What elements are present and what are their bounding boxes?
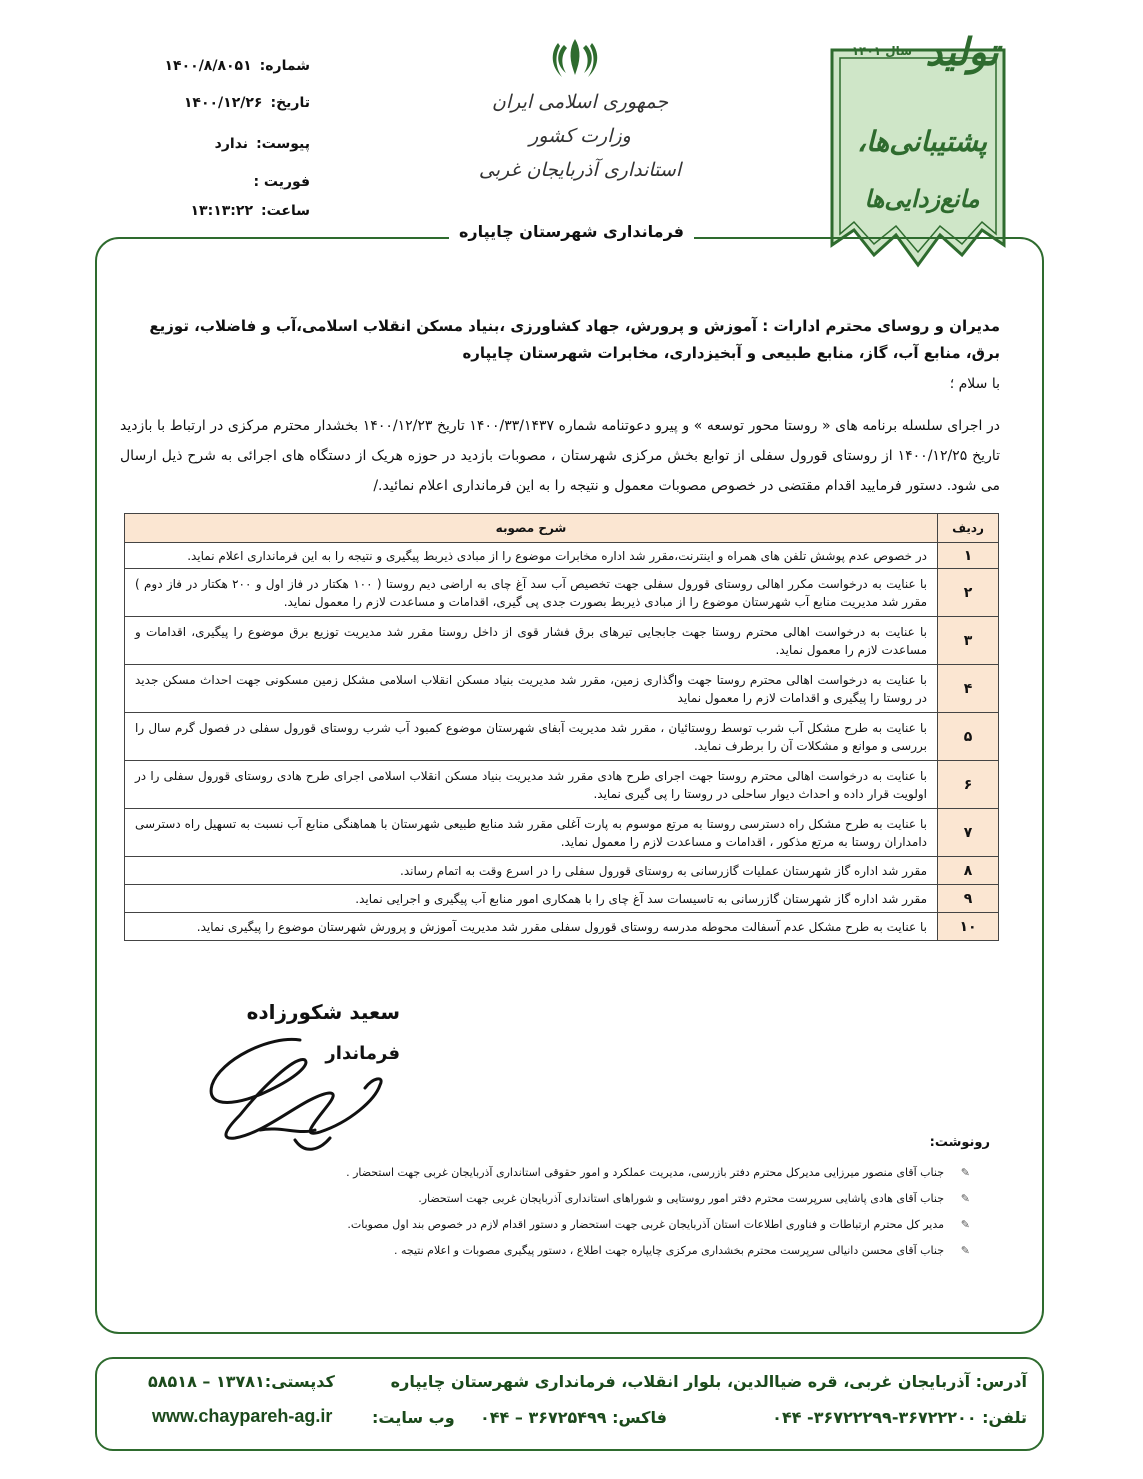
cc-item-text: جناب آقای منصور میرزایی مدیرکل محترم دفتر بازرسی، مدیریت عملکرد و امور حقوقی استانداری آذربایجان غربی جهت استحضار . [346, 1166, 944, 1179]
cc-item-text: جناب آقای محسن دانیالی سرپرست محترم بخشداری مرکزی چایپاره جهت اطلاع ، دستور پیگیری مصوبات و اعلام نتیجه . [393, 1244, 944, 1257]
row-number: ۸ [938, 857, 999, 885]
letter-time-label: ساعت: [260, 203, 310, 219]
table-row [125, 543, 999, 569]
table-row [125, 761, 999, 809]
cc-list [250, 1160, 970, 1264]
addressee: مدیران و روسای محترم ادارات : آموزش و پرورش، جهاد کشاورزی ،بنیاد مسکن انقلاب اسلامی،آب و فاضلاب، توزیع برق، منابع آب، گاز، منابع طبیعی و آبخیزداری، مخابرات شهرستان چایپاره [149, 317, 1000, 362]
banner-line-2: پشتیبانی‌ها، [856, 125, 988, 158]
letter-time-value: ۱۳:۱۳:۲۲ [190, 203, 253, 219]
banner-line-3: مانع‌زدایی‌ها [864, 185, 980, 213]
table-row [125, 617, 999, 665]
row-number: ۳ [938, 617, 999, 665]
letter-date-value: ۱۴۰۰/۱۲/۲۶ [183, 95, 263, 111]
signer-name: سعید شکورزاده [246, 1000, 400, 1024]
footer-website-link[interactable]: www.chaypareh-ag.ir [152, 1406, 333, 1426]
row-text: با عنایت به درخواست اهالی محترم روستا جهت واگذاری زمین، مقرر شد مدیریت بنیاد مسکن انقلاب اسلامی مشکل زمین مسکونی جهت احداث مسکن جدید در روستا را پیگیری و اقدامات لازم را معمول نماید [125, 665, 938, 713]
footer-address: آدرس: آذربایجان غربی، قره ضیاالدین، بلوار انقلاب، فرمانداری شهرستان چایپاره [390, 1372, 1027, 1391]
letter-attachment [150, 136, 310, 152]
row-number: ۲ [938, 569, 999, 617]
row-text: مقرر شد اداره گاز شهرستان گازرسانی به تاسیسات سد آغ چای را با همکاری امور منابع آب پیگیری و اجرایی نماید. [125, 885, 938, 913]
signer-title: فرماندار [325, 1043, 400, 1064]
table-row [125, 569, 999, 617]
footer-fax: فاکس: ۳۶۷۲۵۴۹۹ – ۰۴۴ [480, 1408, 667, 1427]
list-item [250, 1186, 970, 1212]
row-number: ۵ [938, 713, 999, 761]
cc-item-text: جناب آقای هادی پاشایی سرپرست محترم دفتر امور روستایی و شوراهای استانداری آذربایجان غربی جهت استحضار. [418, 1192, 944, 1205]
table-row [125, 809, 999, 857]
row-text: با عنایت به طرح مشکل آب شرب توسط روستائیان ، مقرر شد مدیریت آبفای شهرستان موضوع کمبود آب شرب روستای قورول سفلی در فصول گرم سال را بررسی و موانع و مشکلات آن را برطرف نماید. [125, 713, 938, 761]
letter-urgency [150, 174, 310, 190]
gov-line-2: وزارت کشور [529, 125, 631, 147]
letter-date-label: تاریخ: [270, 95, 310, 111]
letter-attachment-label: پیوست: [256, 136, 310, 152]
letter-body: در اجرای سلسله برنامه های « روستا محور توسعه » و پیرو دعوتنامه شماره ۱۴۰۰/۳۳/۱۴۳۷ تاریخ ۱۴۰۰/۱۲/۲۳ بخشدار محترم مرکزی در ارتباط با بازدید تاریخ ۱۴۰۰/۱۲/۲۵ از روستای قورول سفلی از توابع بخش مرکزی شهرستان ، مصوبات بازدید در حوزه هریک از دستگاه های اجرائی به شرح ذیل ارسال می شود. دستور فرمایید اقدام مقتضی در خصوص مصوبات معمول و نتیجه را به این فرمانداری اعلام نمائید./ [120, 418, 1001, 494]
table-row [125, 913, 999, 941]
pen-icon: ✎ [960, 1192, 970, 1205]
row-text: با عنایت به درخواست اهالی محترم روستا جهت اجرای طرح هادی مقرر شد مدیریت بنیاد مسکن انقلاب اسلامی اجرای طرح هادی روستای قورول سفلی را در اولویت قرار داده و احداث دیوار ساحلی در روستا را پی گیری نماید. [125, 761, 938, 809]
letter-urgency-label: فوریت : [253, 174, 310, 190]
table-header-row [125, 514, 999, 543]
banner-year: سال ۱۴۰۱ [851, 44, 912, 58]
letter-number-value: ۱۴۰۰/۸/۸۰۵۱ [164, 58, 252, 74]
iran-emblem-icon [550, 35, 600, 80]
list-item [250, 1238, 970, 1264]
table-row [125, 885, 999, 913]
row-text: با عنایت به درخواست مکرر اهالی روستای قورول سفلی جهت تخصیص آب سد آغ چای به اراضی دیم روستا ( ۱۰۰ هکتار در فاز اول و ۲۰۰ هکتار در فاز دوم ) مقرر شد مدیریت منابع آب شهرستان موضوع را از مبادی ذیربط بصورت جدی پی گیری، اقدامات و مساعدت لازم را معمول نماید. [125, 569, 938, 617]
cc-title: رونوشت: [929, 1135, 990, 1150]
resolutions-table [124, 513, 999, 941]
list-item [250, 1160, 970, 1186]
list-item [250, 1212, 970, 1238]
letter-time [150, 203, 310, 219]
pen-icon: ✎ [960, 1166, 970, 1179]
letter-date [150, 95, 310, 111]
row-text: در خصوص عدم پوشش تلفن های همراه و اینترنت،مقرر شد اداره مخابرات موضوع را از مبادی ذیربط پیگیری و نتیجه را به این فرمانداری اعلام نماید. [125, 543, 938, 569]
gov-line-3: استانداری آذربایجان غربی [478, 159, 682, 181]
org-title [0, 222, 1143, 241]
row-number: ۱۰ [938, 913, 999, 941]
table-row [125, 665, 999, 713]
footer-phone: تلفن: ۳۶۷۲۲۲۰۰-۳۶۷۲۲۲۹۹- ۰۴۴ [772, 1408, 1027, 1427]
letter-number [150, 58, 310, 74]
row-text: با عنایت به درخواست اهالی محترم روستا جهت جابجایی تیرهای برق فشار قوی از داخل روستا مقرر شد مدیریت توزیع برق موضوع را پیگیری، اقدامات و مساعدت لازم را معمول نماید. [125, 617, 938, 665]
footer-postal: کدپستی:۱۳۷۸۱ – ۵۸۵۱۸ [148, 1372, 335, 1391]
pen-icon: ✎ [960, 1244, 970, 1257]
footer-website-label: وب سایت: [372, 1408, 455, 1427]
table-row [125, 713, 999, 761]
gov-line-1: جمهوری اسلامی ایران [491, 91, 669, 113]
row-number: ۹ [938, 885, 999, 913]
letter-number-label: شماره: [259, 58, 310, 74]
row-number: ۷ [938, 809, 999, 857]
pen-icon: ✎ [960, 1218, 970, 1231]
banner-title: تولید [925, 30, 999, 74]
row-number: ۱ [938, 543, 999, 569]
org-title-text: فرمانداری شهرستان چایپاره [449, 222, 694, 241]
letter-attachment-value: ندارد [214, 136, 249, 152]
row-text: با عنایت به طرح مشکل عدم آسفالت محوطه مدرسه روستای قورول سفلی مقرر شد مدیریت آموزش و پرورش شهرستان موضوع را پیگیری نماید. [125, 913, 938, 941]
col-row-header: ردیف [938, 514, 999, 543]
government-heading [460, 85, 700, 187]
cc-item-text: مدیر کل محترم ارتباطات و فناوری اطلاعات استان آذربایجان غربی جهت استحضار و دستور اقدام لازم در خصوص بند اول مصوبات. [347, 1218, 944, 1231]
row-number: ۶ [938, 761, 999, 809]
row-text: مقرر شد اداره گاز شهرستان عملیات گازرسانی به روستای قورول سفلی را در اسرع وقت به اتمام رساند. [125, 857, 938, 885]
row-number: ۴ [938, 665, 999, 713]
col-desc-header: شرح مصوبه [125, 514, 938, 543]
handwritten-signature-icon [200, 1030, 420, 1160]
row-text: با عنایت به طرح مشکل راه دسترسی روستا به مرتع موسوم به پارت آغلی مقرر شد منابع طبیعی شهرستان با هماهنگی منابع آب نسبت به تسهیل راه دسترسی دامداران روستا به مرتع مذکور ، اقدامات و مساعدت لازم را معمول نماید. [125, 809, 938, 857]
table-row [125, 857, 999, 885]
greeting: با سلام ؛ [949, 376, 1000, 392]
